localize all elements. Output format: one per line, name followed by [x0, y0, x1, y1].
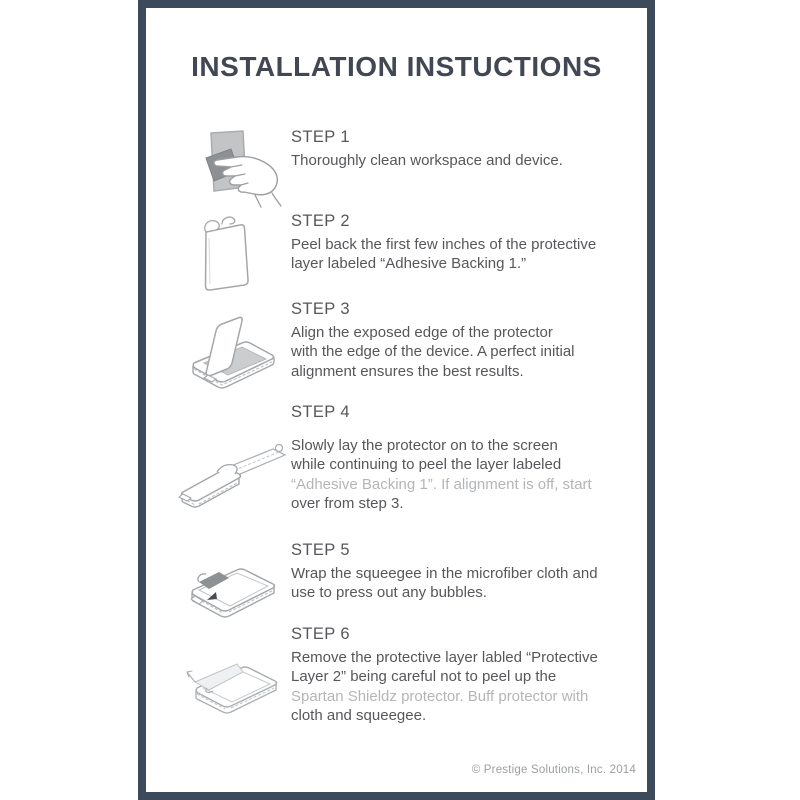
page-title: INSTALLATION INSTUCTIONS	[191, 50, 602, 82]
step-5-line: Wrap the squeegee in the microfiber cloth and	[291, 565, 598, 582]
step-4-line: while continuing to peel the layer labeled	[291, 456, 562, 474]
step-4-line: “Adhesive Backing 1”. If alignment is off, start	[291, 475, 592, 493]
step-5	[291, 541, 598, 603]
step-1-label: STEP 1	[291, 128, 350, 146]
step-6	[291, 625, 598, 725]
copyright-notice: © Prestige Solutions, Inc. 2014	[471, 764, 636, 776]
step-3-line: with the edge of the device. A perfect initial	[291, 343, 575, 361]
step-2-line: Peel back the first few inches of the protective	[291, 236, 597, 253]
step-5-label: STEP 5	[291, 541, 350, 559]
align-protector-icon	[182, 303, 282, 398]
peel-backing-icon	[196, 212, 258, 292]
step-5-line: use to press out any bubbles.	[291, 584, 487, 602]
step-3-line: alignment ensures the best results.	[291, 362, 524, 380]
step-6-line: Layer 2” being careful not to peel up the	[291, 668, 557, 686]
step-2-line: layer labeled “Adhesive Backing 1.”	[291, 255, 527, 273]
step-4-line: over from step 3.	[291, 494, 404, 512]
step-1	[291, 128, 563, 170]
lay-protector-icon	[175, 430, 293, 518]
step-3-label: STEP 3	[291, 300, 350, 318]
step-3	[291, 300, 575, 381]
step-3-line: Align the exposed edge of the protector	[291, 324, 553, 341]
step-2-label: STEP 2	[291, 212, 350, 230]
step-4-line: Slowly lay the protector on to the screen	[291, 437, 558, 454]
step-4-label: STEP 4	[291, 403, 350, 421]
remove-layer-icon	[183, 648, 285, 726]
step-2	[291, 212, 596, 274]
step-6-label: STEP 6	[291, 625, 350, 643]
step-1-line: Thoroughly clean workspace and device.	[291, 152, 563, 169]
squeegee-cloth-icon	[183, 544, 283, 628]
step-6-line: cloth and squeegee.	[291, 706, 427, 724]
step-6-line: Spartan Shieldz protector. Buff protector with	[291, 687, 589, 705]
step-4	[291, 403, 592, 513]
step-6-line: Remove the protective layer labled “Protective	[291, 649, 598, 666]
cleaning-hand-icon	[186, 123, 282, 209]
